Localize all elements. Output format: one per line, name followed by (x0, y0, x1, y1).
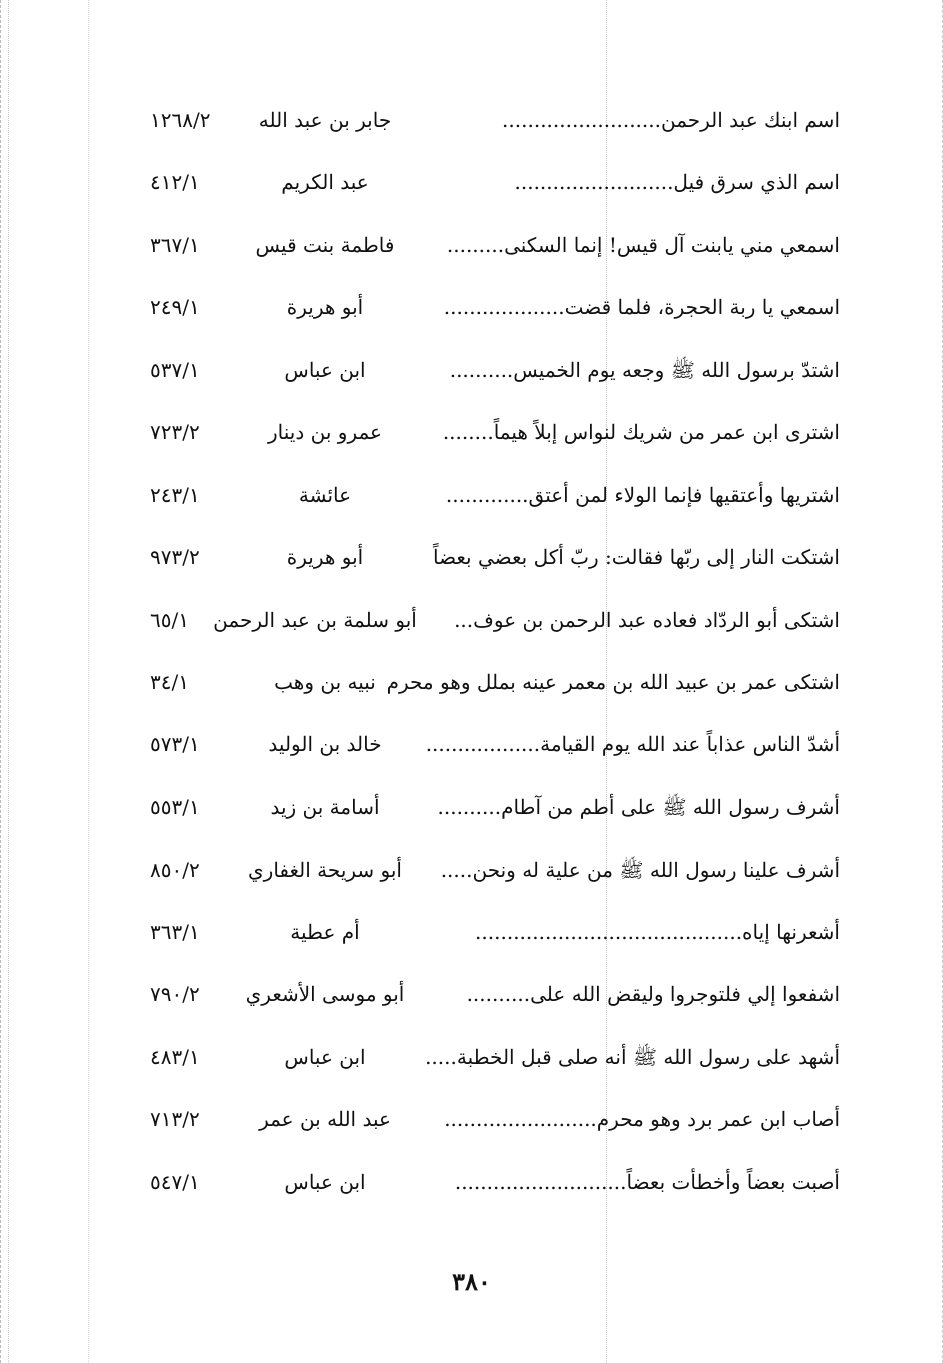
narrator-name: أبو سريحة الغفاري (248, 858, 402, 882)
index-entry (150, 1162, 840, 1202)
index-entry (150, 850, 840, 890)
volume-page-reference: ٩٧٣/٢ (150, 545, 200, 569)
narrator-name: أبو هريرة (286, 545, 364, 569)
narrator-name: فاطمة بنت قيس (255, 233, 395, 257)
volume-page-reference: ٤١٢/١ (150, 170, 200, 194)
narrator-name: أم عطية (290, 920, 360, 944)
index-entry (150, 537, 840, 577)
volume-page-reference: ٧٢٣/٢ (150, 420, 200, 444)
index-entry (150, 974, 840, 1014)
hadith-text: اسم الذي سرق فيل......................... (514, 170, 840, 194)
hadith-text: أصاب ابن عمر برد وهو محرم........................ (444, 1107, 840, 1131)
narrator-name: عائشة (298, 483, 352, 507)
narrator-name: عبد الله بن عمر (259, 1107, 391, 1131)
hadith-text: اسمعي يا ربة الحجرة، فلما قضت................... (443, 295, 840, 319)
index-entry (150, 787, 840, 827)
volume-page-reference: ٢٤٩/١ (150, 295, 200, 319)
narrator-name: أبو سلمة بن عبد الرحمن (213, 608, 417, 632)
page-number: ٣٨٠ (452, 1267, 491, 1296)
narrator-name: أسامة بن زيد (270, 795, 380, 819)
hadith-text: اشترى ابن عمر من شريك لنواس إبلاً هيماً........ (442, 420, 840, 444)
index-entry (150, 1037, 840, 1077)
narrator-name: أبو هريرة (286, 295, 364, 319)
volume-page-reference: ٨٥٠/٢ (150, 858, 200, 882)
hadith-text: اشفعوا إلي فلتوجروا وليقض الله على.......... (466, 982, 840, 1006)
volume-page-reference: ٢٤٣/١ (150, 483, 200, 507)
hadith-text: اسمعي مني يابنت آل قيس! إنما السكنى......... (446, 233, 840, 257)
index-entry (150, 662, 840, 702)
hadith-text: أشدّ الناس عذاباً عند الله يوم القيامة.................. (425, 732, 840, 756)
volume-page-reference: ٥٧٣/١ (150, 732, 200, 756)
index-entry (150, 1099, 840, 1139)
narrator-name: عبد الكريم (281, 170, 369, 194)
hadith-text: أشعرنها إياه.......................................... (475, 920, 840, 944)
hadith-text: أشرف رسول الله ﷺ على أطم من آطام.......... (437, 795, 840, 819)
narrator-name: خالد بن الوليد (268, 732, 382, 756)
index-entry (150, 350, 840, 390)
hadith-text: اسم ابنك عبد الرحمن......................... (502, 108, 840, 132)
narrator-name: ابن عباس (284, 358, 366, 382)
hadith-text: أشرف علينا رسول الله ﷺ من علية له ونحن..... (440, 858, 840, 882)
index-entry (150, 912, 840, 952)
narrator-name: ابن عباس (284, 1045, 366, 1069)
index-entry (150, 100, 840, 140)
narrator-name: ابن عباس (284, 1170, 366, 1194)
volume-page-reference: ٣٦٧/١ (150, 233, 200, 257)
volume-page-reference: ٣٦٣/١ (150, 920, 200, 944)
hadith-text: اشتكت النار إلى ربّها فقالت: ربّ أكل بعضي بعضاً (432, 545, 840, 569)
narrator-name: أبو موسى الأشعري (245, 982, 405, 1006)
index-entry (150, 225, 840, 265)
hadith-text: اشتكى عمر بن عبيد الله بن معمر عينه بملل وهو محرم (386, 670, 840, 694)
volume-page-reference: ٧٩٠/٢ (150, 982, 200, 1006)
index-entry (150, 600, 840, 640)
volume-page-reference: ٥٤٧/١ (150, 1170, 200, 1194)
volume-page-reference: ٧١٣/٢ (150, 1107, 200, 1131)
index-entry (150, 475, 840, 515)
narrator-name: جابر بن عبد الله (258, 108, 392, 132)
volume-page-reference: ٥٣٧/١ (150, 358, 200, 382)
hadith-text: اشتكى أبو الردّاد فعاده عبد الرحمن بن عوف... (454, 608, 840, 632)
hadith-text: اشتريها وأعتقيها فإنما الولاء لمن أعتق............. (445, 483, 840, 507)
index-entry (150, 412, 840, 452)
volume-page-reference: ١٢٦٨/٢ (150, 108, 211, 132)
hadith-text: أصبت بعضاً وأخطأت بعضاً........................... (454, 1170, 840, 1194)
volume-page-reference: ٦٥/١ (150, 608, 189, 632)
volume-page-reference: ٥٥٣/١ (150, 795, 200, 819)
index-entry (150, 287, 840, 327)
hadith-text: اشتدّ برسول الله ﷺ وجعه يوم الخميس.......... (449, 358, 840, 382)
narrator-name: نبيه بن وهب (274, 670, 376, 694)
volume-page-reference: ٣٤/١ (150, 670, 189, 694)
narrator-name: عمرو بن دينار (268, 420, 382, 444)
hadith-text: أشهد على رسول الله ﷺ أنه صلى قبل الخطبة..... (425, 1045, 840, 1069)
index-entry (150, 724, 840, 764)
index-entry (150, 162, 840, 202)
volume-page-reference: ٤٨٣/١ (150, 1045, 200, 1069)
